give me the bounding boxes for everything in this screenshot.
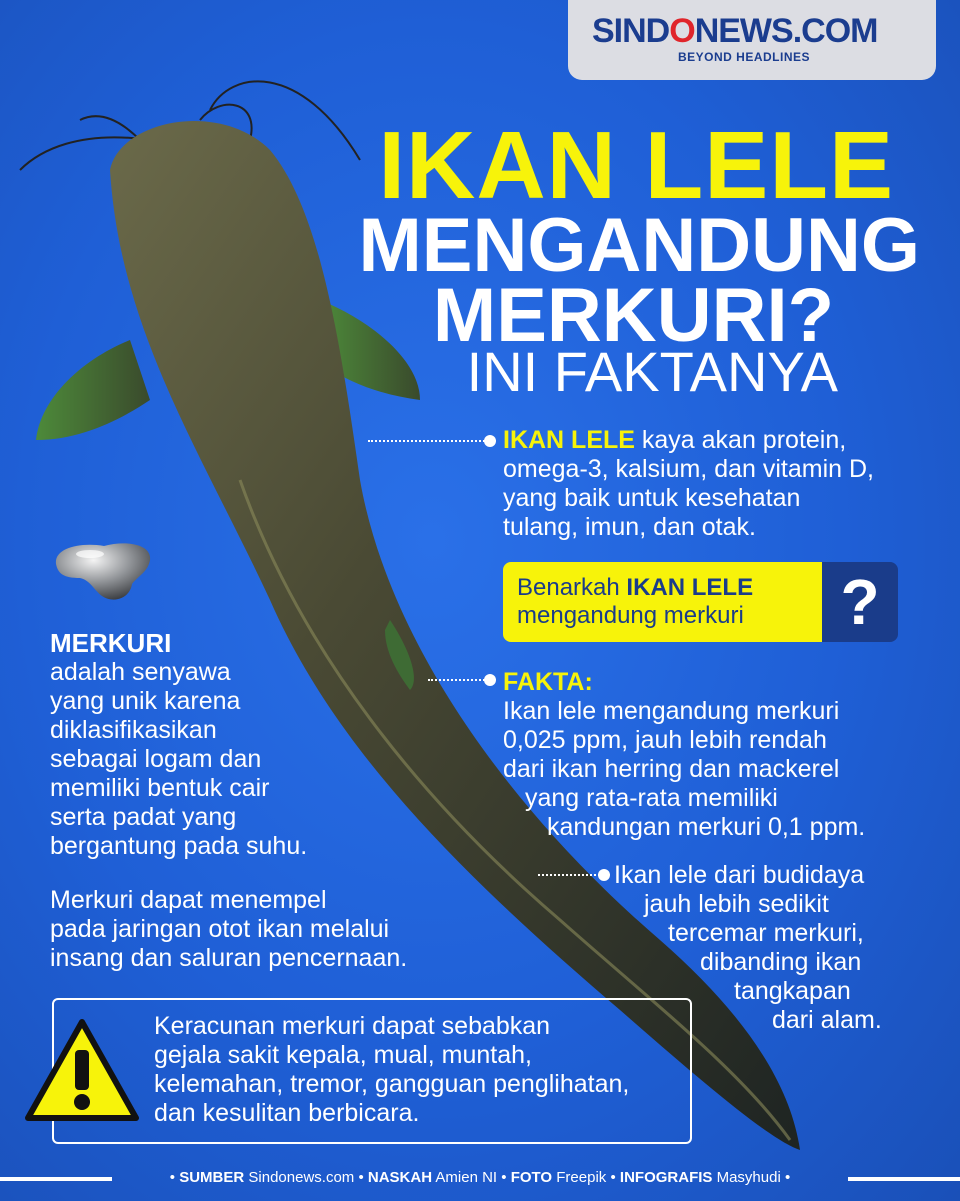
footer-line-left — [0, 1177, 112, 1181]
warning-line: Keracunan merkuri dapat sebabkan — [154, 1012, 551, 1040]
merkuri-absorption-line: Merkuri dapat menempel — [50, 886, 327, 914]
merkuri-absorption-line: insang dan saluran pencernaan. — [50, 944, 408, 972]
footer-sumber: Sindonews.com — [248, 1169, 355, 1186]
mercury-droplet-icon — [50, 534, 156, 608]
fact-nutrition — [503, 426, 943, 542]
footer-line-right — [848, 1177, 960, 1181]
warning-line: gejala sakit kepala, mual, muntah, — [154, 1041, 532, 1069]
fakta-line: dari ikan herring dan mackerel — [503, 755, 840, 783]
connector-line-1 — [368, 440, 488, 442]
merkuri-description — [50, 658, 350, 861]
logo-text-o: O — [669, 12, 695, 50]
merkuri-line: diklasifikasikan — [50, 716, 217, 744]
question-mark-icon: ? — [822, 562, 898, 642]
question-line-2: mengandung merkuri — [517, 602, 744, 629]
fakta-line: 0,025 ppm, jauh lebih rendah — [503, 726, 827, 754]
budidaya-line: tercemar merkuri, — [668, 919, 864, 947]
footer-credits — [118, 1166, 842, 1190]
fact-nutrition-line-2: omega-3, kalsium, dan vitamin D, — [503, 455, 874, 483]
merkuri-line: memiliki bentuk cair — [50, 774, 270, 802]
warning-line: kelemahan, tremor, gangguan penglihatan, — [154, 1070, 630, 1098]
merkuri-line: serta padat yang — [50, 803, 237, 831]
budidaya-line: tangkapan — [734, 977, 851, 1005]
footer-naskah: Amien NI — [435, 1169, 498, 1186]
logo-wordmark — [592, 12, 877, 50]
footer-bullet: • — [169, 1169, 176, 1186]
footer-infografis-label: INFOGRAFIS — [619, 1169, 713, 1186]
title-line-3: MERKURI? — [432, 273, 834, 358]
question-box — [503, 562, 833, 642]
merkuri-line: sebagai logam dan — [50, 745, 262, 773]
merkuri-line: bergantung pada suhu. — [50, 832, 308, 860]
warning-text — [154, 1012, 684, 1128]
connector-line-2 — [428, 679, 488, 681]
warning-line: dan kesulitan berbicara. — [154, 1099, 420, 1127]
fact-nutrition-line-4: tulang, imun, dan otak. — [503, 513, 756, 541]
logo-text-right: NEWS.COM — [694, 12, 878, 50]
footer-foto-label: FOTO — [510, 1169, 553, 1186]
budidaya-line: Ikan lele dari budidaya — [614, 861, 865, 889]
connector-dot-2 — [484, 674, 496, 686]
logo-text-left: SIND — [592, 12, 670, 50]
footer-naskah-label: NASKAH — [367, 1169, 433, 1186]
fakta-line: Ikan lele mengandung merkuri — [503, 697, 840, 725]
merkuri-line: adalah senyawa — [50, 658, 231, 686]
connector-line-3 — [538, 874, 600, 876]
fact-nutrition-line-1: kaya akan protein, — [634, 426, 847, 454]
title-line-4: INI FAKTANYA — [466, 340, 838, 403]
fakta-text — [503, 697, 923, 842]
fakta-line: kandungan merkuri 0,1 ppm. — [547, 813, 866, 841]
budidaya-line: jauh lebih sedikit — [644, 890, 829, 918]
footer-bullet: • — [784, 1169, 791, 1186]
footer-bullet: • — [610, 1169, 616, 1186]
footer-foto: Freepik — [556, 1169, 607, 1186]
logo-tagline: BEYOND HEADLINES — [678, 50, 811, 64]
fact-nutrition-line-3: yang baik untuk kesehatan — [503, 484, 801, 512]
footer-sumber-label: SUMBER — [179, 1169, 245, 1186]
footer-infografis: Masyhudi — [716, 1169, 781, 1186]
connector-dot-3 — [598, 869, 610, 881]
title-line-2: MENGANDUNG — [358, 203, 920, 288]
footer-bullet: • — [358, 1169, 364, 1186]
budidaya-line: dibanding ikan — [700, 948, 862, 976]
budidaya-line: dari alam. — [772, 1006, 882, 1034]
footer-bullet: • — [501, 1169, 507, 1186]
merkuri-absorption-line: pada jaringan otot ikan melalui — [50, 915, 390, 943]
question-highlight: IKAN LELE — [626, 574, 754, 601]
question-prefix: Benarkah — [517, 574, 627, 601]
connector-dot-1 — [484, 435, 496, 447]
warning-icon — [24, 1018, 140, 1124]
merkuri-line: yang unik karena — [50, 687, 241, 715]
fakta-label: FAKTA: — [503, 668, 593, 696]
sindonews-logo — [568, 0, 936, 80]
merkuri-absorption — [50, 886, 470, 973]
merkuri-label: MERKURI — [50, 628, 172, 658]
title-line-1: IKAN LELE — [378, 112, 894, 219]
fact-nutrition-highlight: IKAN LELE — [503, 426, 635, 454]
fakta-line: yang rata-rata memiliki — [525, 784, 778, 812]
